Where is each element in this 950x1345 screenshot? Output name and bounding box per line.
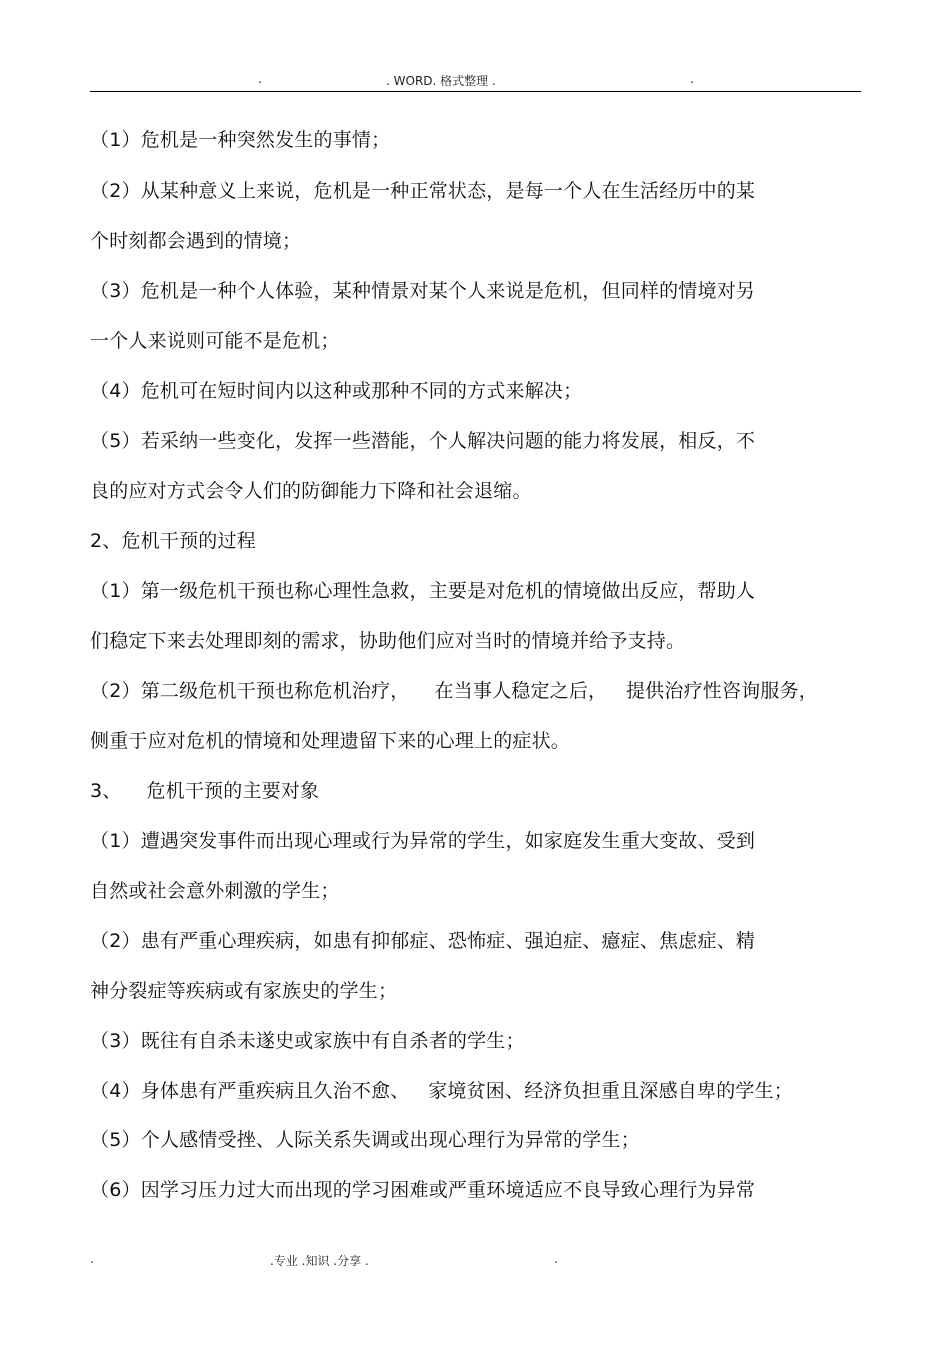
section-heading: 2、危机干预的过程 bbox=[90, 530, 256, 552]
header-right-mark: . bbox=[690, 72, 694, 86]
text-line: （3）既往有自杀未遂史或家族中有自杀者的学生； bbox=[90, 1030, 525, 1052]
text-line: （5）个人感情受挫、人际关系失调或出现心理行为异常的学生； bbox=[90, 1129, 640, 1151]
page-footer bbox=[90, 1252, 690, 1270]
text-line: （2）第二级危机干预也称危机治疗， 在当事人稳定之后， 提供治疗性咨询服务， bbox=[90, 680, 818, 702]
text-line: 侧重于应对危机的情境和处理遗留下来的心理上的症状。 bbox=[90, 730, 571, 752]
text-line: 自然或社会意外刺激的学生； bbox=[90, 880, 340, 902]
footer-right-mark: . bbox=[554, 1252, 558, 1266]
text-line: （2）患有严重心理疾病，如患有抑郁症、恐怖症、强迫症、癔症、焦虑症、精 bbox=[90, 930, 756, 952]
text-line: 们稳定下来去处理即刻的需求，协助他们应对当时的情境并给予支持。 bbox=[90, 630, 686, 652]
header-left-mark: . bbox=[258, 72, 262, 86]
text-line: （1）第一级危机干预也称心理性急救，主要是对危机的情境做出反应，帮助人 bbox=[90, 580, 756, 602]
text-line: （1）遭遇突发事件而出现心理或行为异常的学生，如家庭发生重大变故、受到 bbox=[90, 830, 756, 852]
page-header bbox=[90, 72, 860, 90]
text-line: （4）危机可在短时间内以这种或那种不同的方式来解决； bbox=[90, 380, 583, 402]
text-line: 神分裂症等疾病或有家族史的学生； bbox=[90, 980, 398, 1002]
text-line: （6）因学习压力过大而出现的学习困难或严重环境适应不良导致心理行为异常 bbox=[90, 1179, 756, 1201]
text-line: （1）危机是一种突然发生的事情； bbox=[90, 129, 391, 151]
footer-left-mark: . bbox=[90, 1252, 94, 1266]
header-rule bbox=[90, 91, 861, 92]
header-title: . WORD. 格式整理 . bbox=[386, 74, 496, 88]
footer-text: .专业 .知识 .分享 . bbox=[270, 1254, 369, 1268]
text-line: （5）若采纳一些变化，发挥一些潜能，个人解决问题的能力将发展，相反，不 bbox=[90, 430, 756, 452]
text-line: （3）危机是一种个人体验，某种情景对某个人来说是危机，但同样的情境对另 bbox=[90, 280, 756, 302]
text-line: （2）从某种意义上来说，危机是一种正常状态，是每一个人在生活经历中的某 bbox=[90, 180, 756, 202]
text-line: 个时刻都会遇到的情境； bbox=[90, 230, 302, 252]
text-line: 良的应对方式会令人们的防御能力下降和社会退缩。 bbox=[90, 480, 532, 502]
text-line: 一个人来说则可能不是危机； bbox=[90, 330, 340, 352]
section-heading: 3、 危机干预的主要对象 bbox=[90, 780, 320, 802]
text-line: （4）身体患有严重疾病且久治不愈、 家境贫困、经济负担重且深感自卑的学生； bbox=[90, 1080, 794, 1102]
